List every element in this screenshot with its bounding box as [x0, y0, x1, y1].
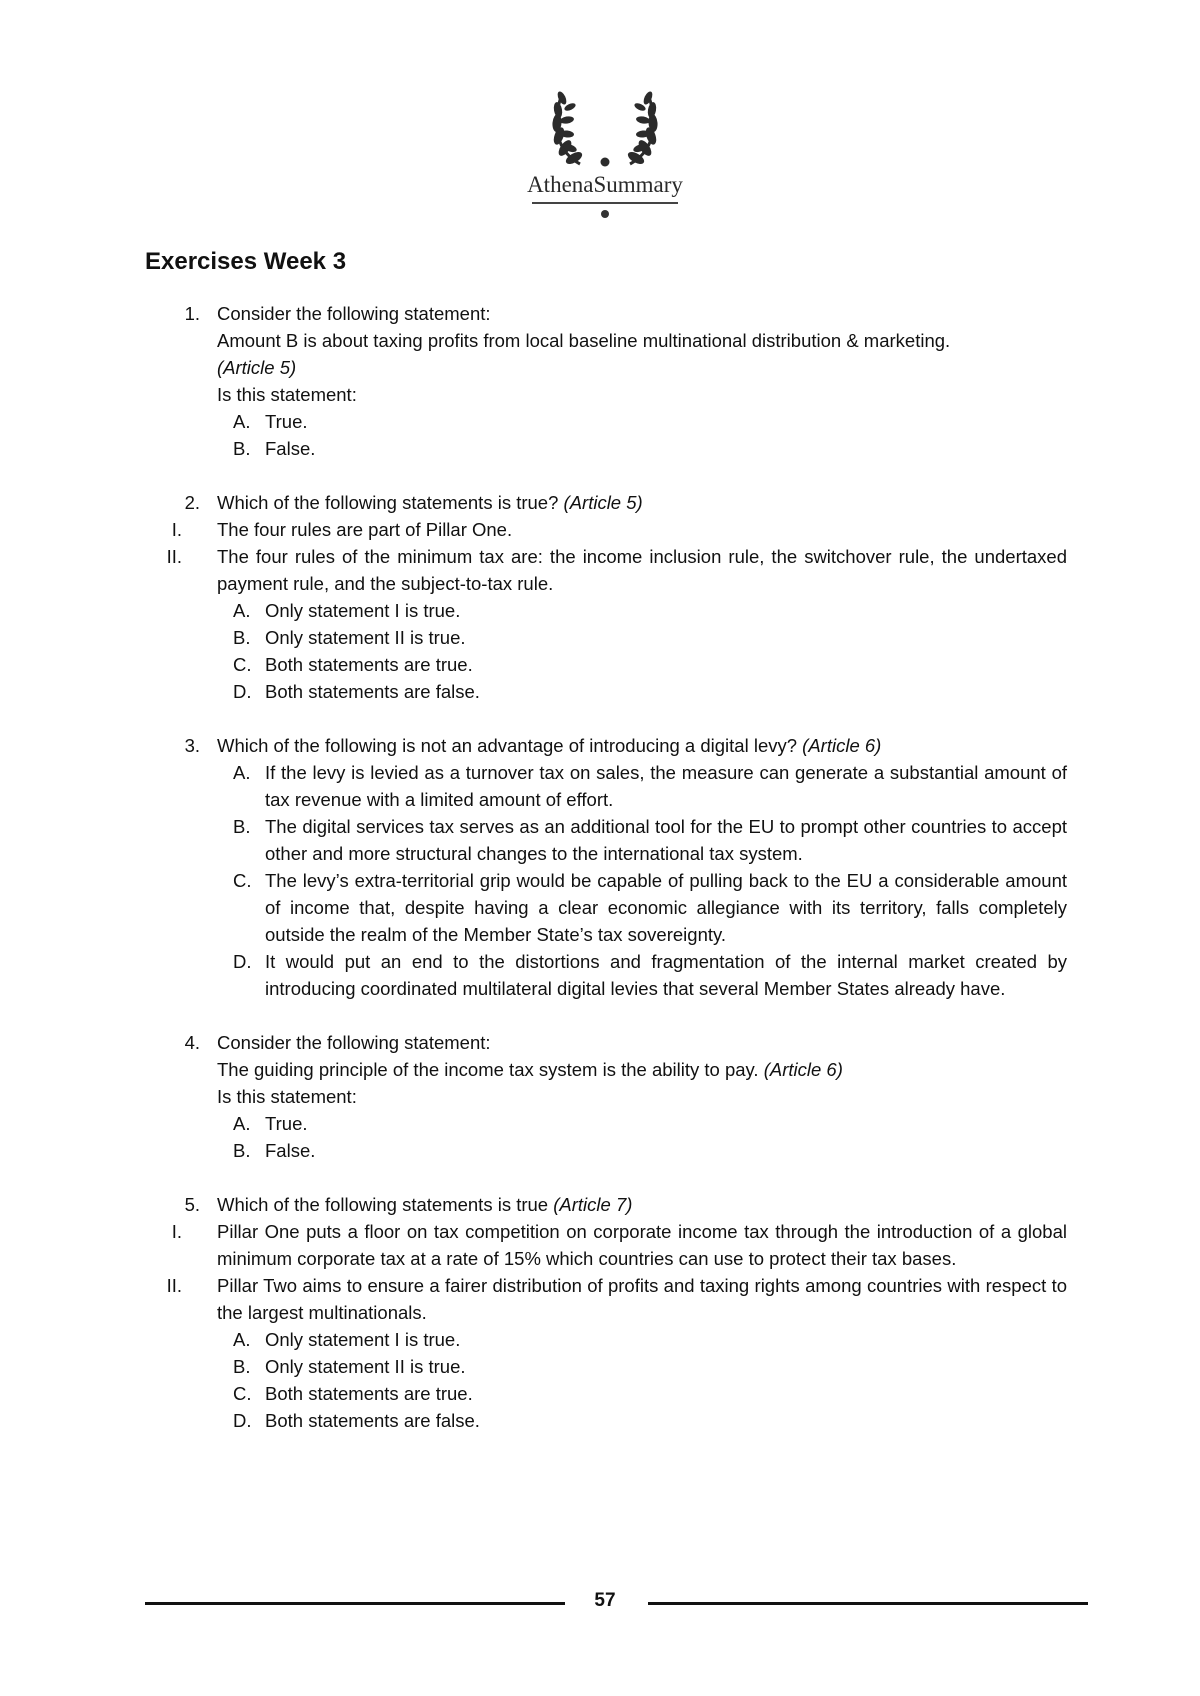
option-letter: C.	[233, 654, 252, 675]
option-text: Both statements are false.	[265, 1410, 480, 1431]
question-3	[0, 732, 1200, 1002]
answer-option	[233, 1110, 1067, 1137]
option-text: True.	[265, 1113, 308, 1134]
option-letter: B.	[233, 816, 251, 837]
athena-summary-logo	[510, 82, 700, 218]
option-text: It would put an end to the distortions and fragmentation of the internal market created by introducing coordinated multilateral digital levies that several Member States already have.	[265, 951, 1067, 999]
answer-option	[233, 408, 1067, 435]
roman-statement	[166, 543, 1067, 597]
question-prompt: Which of the following statements is true	[217, 1194, 549, 1215]
question-text	[217, 489, 1067, 516]
roman-statement	[171, 1218, 1067, 1272]
option-text: Only statement II is true.	[265, 1356, 466, 1377]
option-text: Only statement I is true.	[265, 600, 461, 621]
logo-underline	[532, 202, 678, 204]
option-letter: D.	[233, 681, 252, 702]
answer-option	[233, 1326, 1067, 1353]
roman-numeral: II.	[166, 1275, 182, 1296]
statement-text: The four rules of the minimum tax are: the income inclusion rule, the switchover rule, the undertaxed payment rule, and the subject-to-tax rule.	[217, 546, 1067, 594]
article-reference: (Article 6)	[763, 1059, 843, 1080]
option-text: False.	[265, 438, 316, 459]
question-statement	[217, 327, 1067, 354]
option-letter: A.	[233, 1113, 251, 1134]
answer-option	[233, 813, 1067, 867]
option-letter: B.	[233, 438, 251, 459]
answer-option	[233, 1380, 1067, 1407]
roman-numeral: I.	[171, 519, 182, 540]
page-title: Exercises Week 3	[145, 248, 347, 275]
answer-option	[233, 948, 1067, 1002]
question-number: 2.	[184, 492, 200, 513]
answer-option	[233, 1137, 1067, 1164]
question-intro: Consider the following statement:	[217, 1032, 491, 1053]
laurel-wreath-icon	[540, 82, 670, 170]
question-ask: Is this statement:	[217, 384, 357, 405]
roman-numeral: II.	[166, 546, 182, 567]
roman-numeral: I.	[171, 1221, 182, 1242]
question-number: 3.	[184, 735, 200, 756]
question-1	[0, 300, 1200, 462]
option-text: Both statements are true.	[265, 654, 473, 675]
roman-statement	[171, 516, 1067, 543]
answer-option	[233, 435, 1067, 462]
article-reference: (Article 5)	[217, 357, 297, 378]
option-letter: A.	[233, 762, 251, 783]
answer-option	[233, 759, 1067, 813]
option-text: Both statements are true.	[265, 1383, 473, 1404]
page-number: 57	[594, 1590, 616, 1611]
question-number: 4.	[184, 1032, 200, 1053]
option-text: False.	[265, 1140, 316, 1161]
option-text: Only statement II is true.	[265, 627, 466, 648]
exercise-list	[0, 300, 1200, 1434]
option-text: Only statement I is true.	[265, 1329, 461, 1350]
question-prompt: Which of the following is not an advantage of introducing a digital levy?	[217, 735, 798, 756]
question-number: 1.	[184, 303, 200, 324]
question-2	[0, 489, 1200, 705]
option-letter: B.	[233, 627, 251, 648]
option-letter: C.	[233, 1383, 252, 1404]
option-letter: A.	[233, 411, 251, 432]
roman-statement	[166, 1272, 1067, 1326]
option-letter: A.	[233, 1329, 251, 1350]
question-intro: Consider the following statement:	[217, 303, 491, 324]
option-text: Both statements are false.	[265, 681, 480, 702]
answer-option	[233, 624, 1067, 651]
option-text: The digital services tax serves as an additional tool for the EU to prompt other countries to accept other and more structural changes to the international tax system.	[265, 816, 1067, 864]
answer-option	[233, 597, 1067, 624]
answer-option	[233, 867, 1067, 948]
statement-text: The four rules are part of Pillar One.	[217, 519, 513, 540]
question-4	[0, 1029, 1200, 1164]
footer-rule-right	[648, 1602, 1088, 1605]
question-prompt: Which of the following statements is true?	[217, 492, 559, 513]
question-statement	[217, 1056, 1067, 1083]
logo-dot	[601, 210, 609, 218]
option-letter: D.	[233, 951, 252, 972]
option-letter: B.	[233, 1140, 251, 1161]
logo-wordmark: AthenaSummary	[527, 172, 683, 197]
option-letter: B.	[233, 1356, 251, 1377]
statement-text: Amount B is about taxing profits from local baseline multinational distribution & marketing.	[217, 330, 951, 351]
question-number: 5.	[184, 1194, 200, 1215]
option-text: If the levy is levied as a turnover tax on sales, the measure can generate a substantial amount of tax revenue with a limited amount of effort.	[265, 762, 1067, 810]
question-ask: Is this statement:	[217, 1086, 357, 1107]
statement-text: Pillar Two aims to ensure a fairer distribution of profits and taxing rights among countries with respect to the largest multinationals.	[217, 1275, 1067, 1323]
answer-option	[233, 651, 1067, 678]
answer-option	[233, 1407, 1067, 1434]
option-letter: D.	[233, 1410, 252, 1431]
statement-text: Pillar One puts a floor on tax competition on corporate income tax through the introduction of a global minimum corporate tax at a rate of 15% which countries can use to protect their tax bases.	[217, 1221, 1067, 1269]
answer-option	[233, 678, 1067, 705]
question-text	[217, 732, 1067, 759]
option-text: The levy’s extra-territorial grip would be capable of pulling back to the EU a considerable amount of income that, despite having a clear economic allegiance with its territory, falls completely outside the realm of the Member State’s tax sovereignty.	[265, 870, 1067, 945]
article-reference: (Article 5)	[563, 492, 643, 513]
question-5	[0, 1191, 1200, 1434]
footer-rule-left	[145, 1602, 565, 1605]
option-letter: A.	[233, 600, 251, 621]
question-text	[217, 1191, 1067, 1218]
article-reference: (Article 7)	[553, 1194, 633, 1215]
answer-option	[233, 1353, 1067, 1380]
option-letter: C.	[233, 870, 252, 891]
page-footer	[0, 1590, 1200, 1620]
article-reference: (Article 6)	[802, 735, 882, 756]
statement-text: The guiding principle of the income tax system is the ability to pay.	[217, 1059, 759, 1080]
option-text: True.	[265, 411, 308, 432]
